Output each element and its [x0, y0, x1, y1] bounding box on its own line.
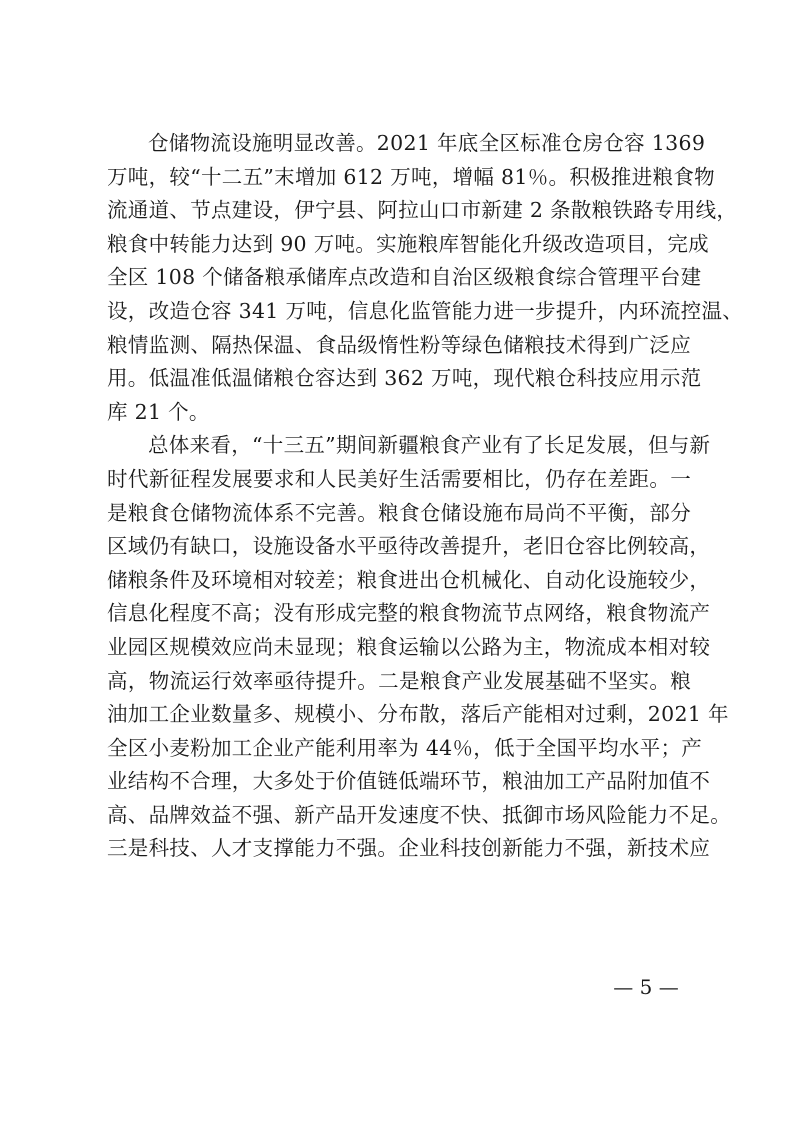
paragraph-line: 三是科技、人才支撑能力不强。企业科技创新能力不强，新技术应 [107, 836, 711, 861]
paragraph-line: 油加工企业数量多、规模小、分布散，落后产能相对过剩，2021 年 [107, 702, 729, 727]
body-text [107, 127, 744, 866]
paragraph-line: 是粮食仓储物流体系不完善。粮食仓储设施布局尚不平衡，部分 [107, 500, 691, 525]
paragraph-line: 业园区规模效应尚未显现；粮食运输以公路为主，物流成本相对较 [107, 634, 711, 659]
paragraph-line: 粮情监测、隔热保温、食品级惰性粉等绿色储粮技术得到广泛应 [107, 332, 691, 357]
paragraph-line: 高、品牌效益不强、新产品开发速度不快、抵御市场风险能力不足。 [107, 802, 731, 827]
paragraph-line: 全区 108 个储备粮承储库点改造和自治区级粮食综合管理平台建 [107, 265, 702, 290]
paragraph-line: 业结构不合理，大多处于价值链低端环节，粮油加工产品附加值不 [107, 769, 711, 794]
paragraph-line: 粮食中转能力达到 90 万吨。实施粮库智能化升级改造项目，完成 [107, 231, 709, 256]
paragraph-line: 高，物流运行效率亟待提升。二是粮食产业发展基础不坚实。粮 [107, 668, 691, 693]
paragraph-line: 信息化程度不高；没有形成完整的粮食物流节点网络，粮食物流产 [107, 601, 711, 626]
paragraph-line: 流通道、节点建设，伊宁县、阿拉山口市新建 2 条散粮铁路专用线， [107, 198, 738, 223]
paragraph-line: 万吨，较“十二五”末增加 612 万吨，增幅 81％。积极推进粮食物 [107, 164, 715, 189]
paragraph-line: 用。低温准低温储粮仓容达到 362 万吨，现代粮仓科技应用示范 [107, 366, 702, 391]
paragraph-line: 总体来看，“十三五”期间新疆粮食产业有了长足发展，但与新 [148, 433, 711, 458]
paragraph-line: 时代新征程发展要求和人民美好生活需要相比，仍存在差距。一 [107, 466, 691, 491]
paragraph-line: 区域仍有缺口，设施设备水平亟待改善提升，老旧仓容比例较高， [107, 534, 711, 559]
paragraph-line: 库 21 个。 [107, 399, 210, 424]
paragraph-line: 全区小麦粉加工企业产能利用率为 44％，低于全国平均水平；产 [107, 735, 703, 760]
paragraph-line: 设，改造仓容 341 万吨，信息化监管能力进一步提升，内环流控温、 [107, 298, 744, 323]
page-number: — 5 — [613, 975, 679, 999]
paragraph-line: 仓储物流设施明显改善。2021 年底全区标准仓房仓容 1369 [148, 131, 706, 155]
paragraph-line: 储粮条件及环境相对较差；粮食进出仓机械化、自动化设施较少， [107, 567, 711, 592]
